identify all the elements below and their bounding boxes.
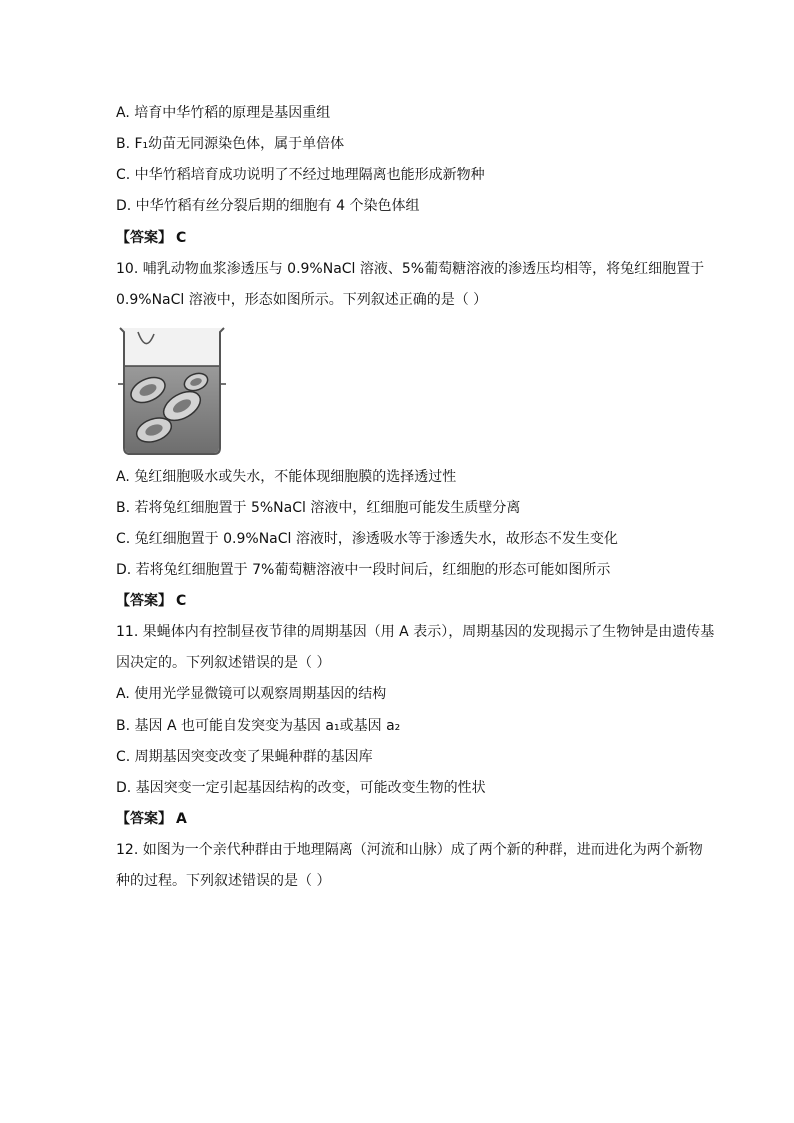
answer-label: 【答案】 <box>116 811 172 827</box>
q11-option-d: D. 基因突变一定引起基因结构的改变，可能改变生物的性状 <box>116 780 486 796</box>
answer-value: C <box>176 230 187 246</box>
q9-option-a: A. 培育中华竹稻的原理是基因重组 <box>116 105 331 121</box>
q12-stem-line-2: 种的过程。下列叙述错误的是（ ） <box>116 873 331 889</box>
q10-option-b: B. 若将兔红细胞置于 5%NaCl 溶液中，红细胞可能发生质壁分离 <box>116 500 521 516</box>
q9-option-c: C. 中华竹稻培育成功说明了不经过地理隔离也能形成新物种 <box>116 167 485 183</box>
q11-answer <box>116 809 187 829</box>
q10-answer <box>116 591 186 611</box>
q11-option-b: B. 基因 A 也可能自发突变为基因 a₁或基因 a₂ <box>116 718 401 734</box>
q10-option-a: A. 兔红细胞吸水或失水，不能体现细胞膜的选择透过性 <box>116 469 457 485</box>
q10-stem-line-2: 0.9%NaCl 溶液中，形态如图所示。下列叙述正确的是（ ） <box>116 292 488 308</box>
q9-option-d: D. 中华竹稻有丝分裂后期的细胞有 4 个染色体组 <box>116 198 420 214</box>
beaker-figure <box>116 322 228 456</box>
q10-option-c: C. 兔红细胞置于 0.9%NaCl 溶液时，渗透吸水等于渗透失水，故形态不发生变化 <box>116 531 618 547</box>
q11-stem-line-2: 因决定的。下列叙述错误的是（ ） <box>116 655 331 671</box>
q10-stem-line-1: 10. 哺乳动物血浆渗透压与 0.9%NaCl 溶液、5%葡萄糖溶液的渗透压均相等，将兔红细胞置于 <box>116 261 705 277</box>
q12-stem-line-1: 12. 如图为一个亲代种群由于地理隔离（河流和山脉）成了两个新的种群，进而进化为两个新物 <box>116 842 703 858</box>
q9-answer <box>116 228 186 248</box>
answer-label: 【答案】 <box>116 230 172 246</box>
beaker-illustration <box>116 322 228 456</box>
answer-value: A <box>176 811 187 827</box>
q11-option-a: A. 使用光学显微镜可以观察周期基因的结构 <box>116 686 387 702</box>
answer-label: 【答案】 <box>116 593 172 609</box>
q11-option-c: C. 周期基因突变改变了果蝇种群的基因库 <box>116 749 373 765</box>
q9-option-b: B. F₁幼苗无同源染色体，属于单倍体 <box>116 136 345 152</box>
q10-option-d: D. 若将兔红细胞置于 7%葡萄糖溶液中一段时间后，红细胞的形态可能如图所示 <box>116 562 611 578</box>
q11-stem-line-1: 11. 果蝇体内有控制昼夜节律的周期基因（用 A 表示），周期基因的发现揭示了生物钟是由遗传基 <box>116 624 715 640</box>
answer-value: C <box>176 593 187 609</box>
